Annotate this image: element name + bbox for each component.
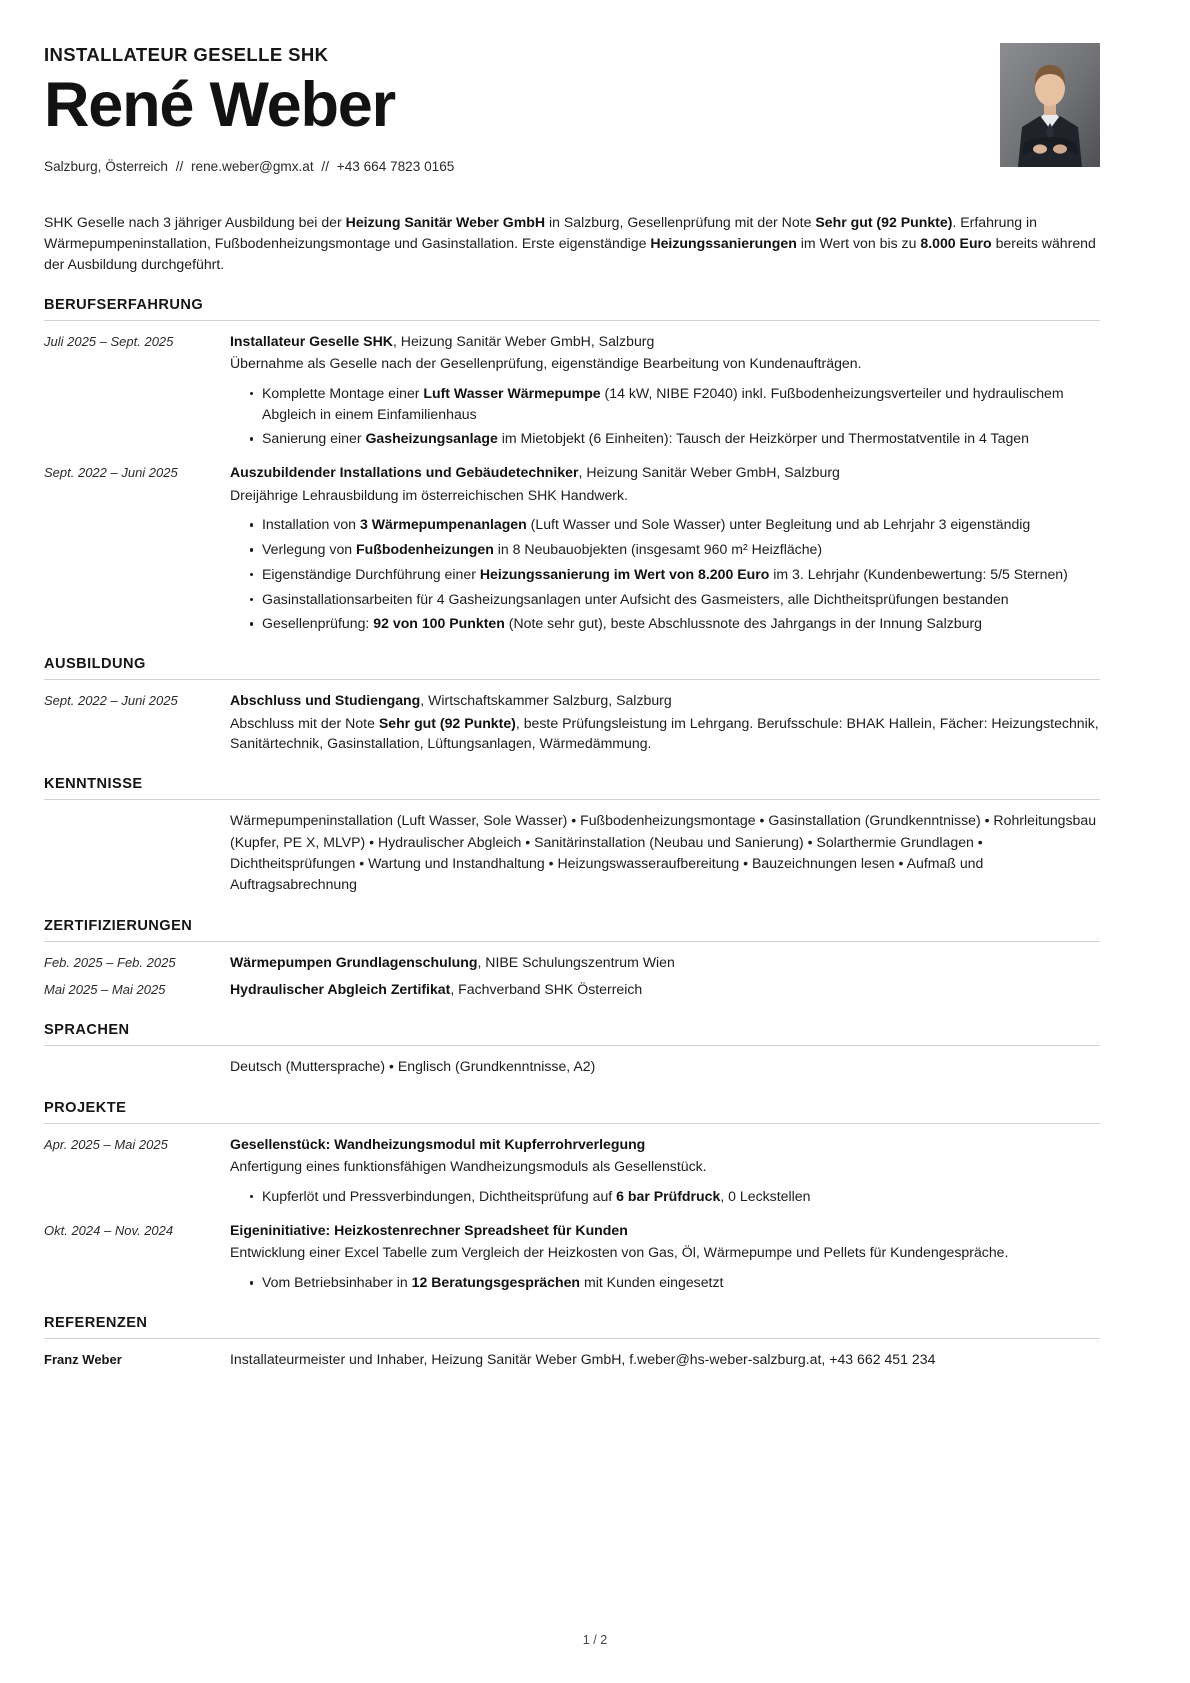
bullet-text-bold: Gasheizungsanlage [365,430,498,447]
certification-heading [230,979,1100,1000]
education-desc-pre: Abschluss mit der Note [230,714,379,731]
bullet-item [250,613,1100,634]
project-body [230,1134,1100,1207]
project-bullet-list [230,1272,1100,1293]
education-description [230,713,1100,754]
bullet-text-post: mit Kunden eingesetzt [580,1274,724,1291]
project-entry [44,1134,1100,1207]
bullet-text-bold: 3 Wärmepumpenanlagen [359,516,527,533]
job-title-line: INSTALLATEUR GESELLE SHK [44,44,329,65]
education-date: Sept. 2022 – Juni 2025 [44,692,178,708]
project-title: Gesellenstück: Wandheizungsmodul mit Kupferrohrverlegung [230,1135,646,1152]
education-institution: , Wirtschaftskammer Salzburg, Salzburg [420,691,672,708]
certification-title: Hydraulischer Abgleich Zertifikat [230,981,451,998]
reference-name: Franz Weber [44,1351,122,1367]
bullet-text-post: (Luft Wasser und Sole Wasser) unter Begleitung und ab Lehrjahr 3 eigenständig [526,516,1031,533]
bullet-item [250,539,1100,560]
bullet-item [250,1272,1100,1293]
section-education [44,656,1100,754]
section-references [44,1315,1100,1370]
certification-date: Mai 2025 – Mai 2025 [44,982,166,998]
section-heading-projects: PROJEKTE [44,1099,127,1116]
contact-location: Salzburg, Österreich [44,158,168,174]
experience-entry [44,331,1100,450]
education-heading [230,690,1100,711]
skills-block [44,810,1100,896]
languages-text: Deutsch (Muttersprache) • Englisch (Grundkenntnisse, A2) [230,1058,596,1075]
section-certifications [44,918,1100,1000]
experience-role: Installateur Geselle SHK [230,332,393,349]
section-heading-education: AUSBILDUNG [44,655,146,672]
contact-separator-1: // [175,158,184,174]
section-heading-references: REFERENZEN [44,1314,148,1331]
summary-bold-2: Sehr gut (92 Punkte) [815,214,953,230]
certification-title: Wärmepumpen Grundlagenschulung [230,953,478,970]
experience-heading [230,331,1100,352]
project-bullet-list [230,1186,1100,1207]
bullet-item [250,514,1100,535]
experience-body [230,331,1100,450]
experience-bullet-list [230,383,1100,449]
bullet-text-post: im 3. Lehrjahr (Kundenbewertung: 5/5 Sternen) [769,565,1068,582]
experience-body [230,462,1100,634]
bullet-text-bold: Fußbodenheizungen [356,541,494,558]
section-divider [44,320,1100,321]
summary-bold-3: Heizungssanierungen [650,234,797,251]
bullet-text-bold: 92 von 100 Punkten [373,615,505,632]
bullet-text-post: (14 kW, NIBE F2040) inkl. Fußbodenheizungsverteiler und hydraulischem Abgleich in einem Einfamilienhaus [262,384,1064,422]
section-experience [44,297,1100,634]
project-body [230,1220,1100,1293]
certification-entry [44,979,1100,1000]
resume-header [44,44,1100,194]
experience-bullet-list [230,514,1100,634]
bullet-item [250,589,1100,610]
candidate-name: René Weber [44,70,395,141]
experience-role: Auszubildender Installations und Gebäudetechniker [230,464,579,481]
bullet-text-pre: Vom Betriebsinhaber in [262,1274,412,1291]
summary-text-3: . Erfahrung in Wärmepumpeninstallation, Fußbodenheizungsmontage und Gasinstallation. Erste eigenständige [44,214,1038,251]
bullet-item [250,428,1100,449]
experience-company: , Heizung Sanitär Weber GmbH, Salzburg [578,464,840,481]
experience-entry [44,462,1100,634]
reference-entry [44,1349,1100,1370]
bullet-text-post: , 0 Leckstellen [720,1188,811,1204]
project-entry [44,1220,1100,1293]
reference-detail: Installateurmeister und Inhaber, Heizung Sanitär Weber GmbH, f.weber@hs-weber-salzburg.at, +43 662 451 234 [230,1350,936,1367]
certification-body [230,979,1100,1000]
bullet-text-post: im Mietobjekt (6 Einheiten): Tausch der Heizkörper und Thermostatventile in 4 Tagen [497,430,1029,447]
section-heading-languages: SPRACHEN [44,1022,130,1039]
bullet-text-post: (Note sehr gut), beste Abschlussnote des Jahrgangs in der Innung Salzburg [504,615,982,632]
project-heading [230,1134,1100,1155]
contact-line [44,157,1100,176]
section-divider [44,799,1100,800]
summary-bold-4: 8.000 Euro [920,234,992,251]
bullet-text-bold: 12 Beratungsgesprächen [411,1274,581,1291]
experience-company: , Heizung Sanitär Weber GmbH, Salzburg [392,332,655,349]
portrait-photo-icon [1000,43,1100,167]
section-divider [44,1338,1100,1339]
project-description: Entwicklung einer Excel Tabelle zum Vergleich der Heizkosten von Gas, Öl, Wärmepumpe und Pellets für Kundengespräche. [230,1244,1009,1261]
section-projects [44,1100,1100,1293]
certification-heading [230,952,1100,973]
experience-date: Sept. 2022 – Juni 2025 [44,465,178,481]
bullet-text-bold: Heizungssanierung im Wert von 8.200 Euro [479,565,770,582]
certification-date: Feb. 2025 – Feb. 2025 [44,954,176,970]
project-date: Apr. 2025 – Mai 2025 [44,1136,168,1152]
bullet-text-post: in 8 Neubauobjekten (insgesamt 960 m² Heizfläche) [493,541,823,558]
experience-heading [230,462,1100,483]
section-skills [44,776,1100,896]
project-heading [230,1220,1100,1241]
summary-text-5: bereits während der Ausbildung durchgeführt. [44,234,1096,272]
section-divider [44,1045,1100,1046]
summary-text-2: in Salzburg, Gesellenprüfung mit der Note [545,214,816,230]
project-title: Eigeninitiative: Heizkostenrechner Spreadsheet für Kunden [230,1221,628,1238]
section-divider [44,679,1100,680]
bullet-text-bold: 6 bar Prüfdruck [616,1188,721,1204]
bullet-text-pre: Verlegung von [262,541,357,558]
section-heading-certifications: ZERTIFIZIERUNGEN [44,917,193,934]
education-entry [44,690,1100,754]
bullet-text-pre: Komplette Montage einer [262,384,424,401]
education-desc-bold: Sehr gut (92 Punkte) [378,714,516,731]
section-divider [44,1123,1100,1124]
experience-description: Übernahme als Geselle nach der Gesellenprüfung, eigenständige Bearbeitung von Kundenaufträgen. [230,355,862,372]
summary-text-4: im Wert von bis zu [796,234,921,251]
professional-summary [44,212,1100,275]
section-heading-experience: BERUFSERFAHRUNG [44,296,204,313]
experience-description: Dreijährige Lehrausbildung im österreichischen SHK Handwerk. [230,486,628,503]
bullet-text-pre: Kupferlöt und Pressverbindungen, Dichtheitsprüfung auf [262,1188,617,1204]
bullet-text-pre: Eigenständige Durchführung einer [262,565,480,582]
education-desc-post: , beste Prüfungsleistung im Lehrgang. Berufsschule: BHAK Hallein, Fächer: Heizungstechnik, Sanitärtechnik, Gasinstallation, Lüftungsanlagen, Wärmedämmung. [230,714,1099,752]
project-description: Anfertigung eines funktionsfähigen Wandheizungsmoduls als Gesellenstück. [230,1158,707,1175]
section-divider [44,941,1100,942]
contact-email[interactable]: rene.weber@gmx.at [191,158,314,174]
project-date: Okt. 2024 – Nov. 2024 [44,1222,174,1238]
summary-text-1: SHK Geselle nach 3 jähriger Ausbildung bei der [44,214,346,230]
certification-issuer: , Fachverband SHK Österreich [450,981,643,998]
education-degree: Abschluss und Studiengang [230,691,421,708]
summary-bold-1: Heizung Sanitär Weber GmbH [345,214,546,230]
bullet-text-bold: Luft Wasser Wärmepumpe [423,384,601,401]
bullet-item [250,383,1100,424]
section-languages [44,1022,1100,1077]
languages-block [44,1056,1100,1077]
bullet-item [250,564,1100,585]
avatar [1000,43,1100,167]
education-body [230,690,1100,754]
contact-separator-2: // [321,158,329,174]
certification-issuer: , NIBE Schulungszentrum Wien [477,953,675,970]
experience-date: Juli 2025 – Sept. 2025 [44,333,174,349]
bullet-text-pre: Gasinstallationsarbeiten für 4 Gasheizungsanlagen unter Aufsicht des Gasmeisters, alle Dichtheitsprüfungen bestanden [262,590,1009,607]
bullet-text-pre: Installation von [262,516,360,533]
bullet-text-pre: Sanierung einer [262,430,366,447]
bullet-text-pre: Gesellenprüfung: [262,615,374,632]
skills-text: Wärmepumpeninstallation (Luft Wasser, Sole Wasser) • Fußbodenheizungsmontage • Gasinstallation (Grundkenntnisse) • Rohrleitungsbau (Kupfer, PE X, MLVP) • Hydraulischer Abgleich • Sanitärinstallation (Neubau und Sanierung) • Solarthermie Grundlagen • Dichtheitsprüfungen • Wartung und Instandhaltung • Heizungswasseraufbereitung • Bauzeichnungen lesen • Aufmaß und Auftragsabrechnung [230,812,1097,893]
section-heading-skills: KENNTNISSE [44,776,143,793]
page-number: 1 / 2 [582,1633,608,1647]
certification-body [230,952,1100,973]
bullet-item [250,1186,1100,1207]
contact-phone[interactable]: +43 664 7823 0165 [336,158,455,174]
certification-entry [44,952,1100,973]
